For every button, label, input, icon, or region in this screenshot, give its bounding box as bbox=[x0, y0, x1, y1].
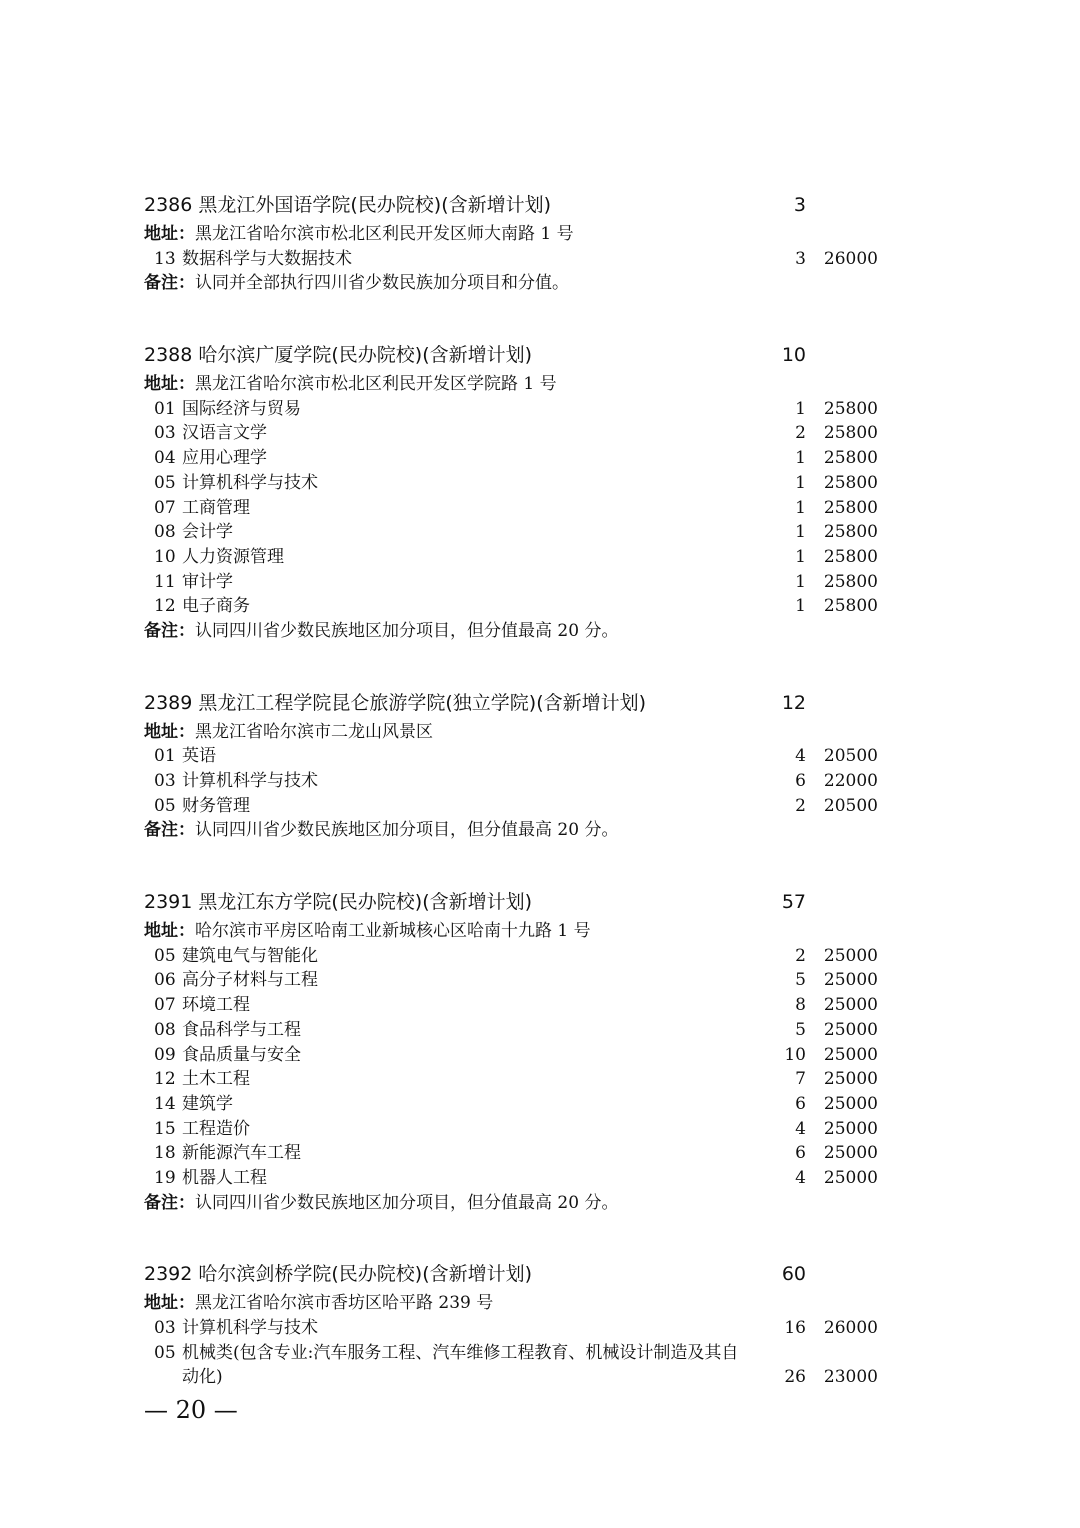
page-number: — 20 — bbox=[144, 1396, 238, 1424]
address-label: 地址： bbox=[144, 921, 195, 942]
major-fee: 25800 bbox=[823, 448, 878, 469]
major-count: 1 bbox=[795, 497, 806, 518]
major-name: 计算机科学与技术 bbox=[182, 472, 318, 493]
school-note bbox=[144, 271, 884, 296]
major-name: 新能源汽车工程 bbox=[182, 1143, 301, 1164]
major-name: 审计学 bbox=[182, 571, 233, 592]
major-code: 12 bbox=[154, 596, 176, 617]
major-count: 1 bbox=[795, 546, 806, 567]
note-text: 认同四川省少数民族地区加分项目，但分值最高 20 分。 bbox=[195, 820, 619, 841]
address-text: 哈尔滨市平房区哈南工业新城核心区哈南十九路 1 号 bbox=[195, 921, 591, 942]
school-name: 2388 哈尔滨广厦学院(民办院校)(含新增计划) bbox=[144, 344, 533, 367]
school-name: 2391 黑龙江东方学院(民办院校)(含新增计划) bbox=[144, 891, 533, 914]
major-row bbox=[144, 397, 884, 422]
address-label: 地址： bbox=[144, 1293, 195, 1314]
major-fee: 25000 bbox=[823, 1143, 878, 1164]
school-name: 2389 黑龙江工程学院昆仑旅游学院(独立学院)(含新增计划) bbox=[144, 691, 647, 714]
major-name: 食品质量与安全 bbox=[182, 1044, 301, 1065]
school-header bbox=[144, 188, 884, 222]
note-label: 备注： bbox=[144, 820, 195, 841]
school-total-count: 10 bbox=[781, 344, 806, 367]
major-count: 10 bbox=[784, 1044, 806, 1065]
major-count: 5 bbox=[795, 1019, 806, 1040]
note-label: 备注： bbox=[144, 620, 195, 641]
major-name: 建筑学 bbox=[182, 1093, 233, 1114]
major-fee: 25800 bbox=[823, 398, 878, 419]
school-name: 2392 哈尔滨剑桥学院(民办院校)(含新增计划) bbox=[144, 1263, 533, 1286]
major-fee: 25000 bbox=[823, 1118, 878, 1139]
major-fee: 25000 bbox=[823, 1167, 878, 1188]
major-row bbox=[144, 968, 884, 993]
school-address bbox=[144, 222, 884, 247]
address-text: 黑龙江省哈尔滨市松北区利民开发区学院路 1 号 bbox=[195, 374, 557, 395]
major-name: 计算机科学与技术 bbox=[182, 1318, 318, 1338]
major-count: 2 bbox=[795, 423, 806, 444]
major-name: 高分子材料与工程 bbox=[182, 970, 318, 991]
major-name: 应用心理学 bbox=[182, 448, 267, 469]
major-name: 机器人工程 bbox=[182, 1167, 267, 1188]
major-fee: 25800 bbox=[823, 497, 878, 518]
major-fee: 25000 bbox=[823, 995, 878, 1016]
school-section bbox=[144, 1257, 884, 1390]
major-code: 03 bbox=[154, 423, 176, 444]
major-code: 18 bbox=[154, 1143, 176, 1164]
note-text: 认同四川省少数民族地区加分项目，但分值最高 20 分。 bbox=[195, 620, 619, 641]
address-text: 黑龙江省哈尔滨市松北区利民开发区师大南路 1 号 bbox=[195, 224, 574, 244]
major-name: 工商管理 bbox=[182, 497, 250, 518]
major-name: 国际经济与贸易 bbox=[182, 398, 301, 419]
major-fee: 25800 bbox=[823, 472, 878, 493]
major-code: 05 bbox=[154, 1342, 176, 1363]
major-name: 计算机科学与技术 bbox=[182, 771, 318, 791]
major-fee: 23000 bbox=[823, 1367, 878, 1388]
major-count: 1 bbox=[795, 522, 806, 543]
school-section bbox=[144, 885, 884, 1215]
major-fee: 25800 bbox=[823, 522, 878, 543]
document-body bbox=[144, 188, 884, 1432]
school-header bbox=[144, 686, 884, 720]
major-code: 11 bbox=[154, 571, 176, 592]
major-fee: 25800 bbox=[823, 571, 878, 592]
major-row bbox=[144, 1316, 884, 1341]
major-fee: 25800 bbox=[823, 423, 878, 444]
major-count: 8 bbox=[795, 995, 806, 1016]
major-row bbox=[144, 1067, 884, 1092]
major-name: 电子商务 bbox=[182, 596, 250, 617]
school-total-count: 57 bbox=[781, 891, 806, 914]
major-name: 建筑电气与智能化 bbox=[182, 945, 318, 966]
major-name: 机械类(包含专业:汽车服务工程、汽车维修工程教育、机械设计制造及其自动化) bbox=[182, 1342, 739, 1388]
major-code: 05 bbox=[154, 945, 176, 966]
school-address bbox=[144, 720, 884, 745]
major-code: 07 bbox=[154, 995, 176, 1016]
major-code: 01 bbox=[154, 398, 176, 419]
major-name: 汉语言文学 bbox=[182, 423, 267, 444]
major-count: 1 bbox=[795, 398, 806, 419]
major-count: 7 bbox=[795, 1069, 806, 1090]
school-total-count: 3 bbox=[793, 194, 806, 216]
major-name: 英语 bbox=[182, 746, 216, 767]
major-code: 04 bbox=[154, 448, 176, 469]
major-name: 土木工程 bbox=[182, 1069, 250, 1090]
major-row bbox=[144, 794, 884, 819]
major-row bbox=[144, 1043, 884, 1068]
major-row bbox=[144, 421, 884, 446]
school-name: 2386 黑龙江外国语学院(民办院校)(含新增计划) bbox=[144, 194, 552, 216]
major-row bbox=[144, 247, 884, 272]
major-row bbox=[144, 446, 884, 471]
major-count: 4 bbox=[795, 1118, 806, 1139]
major-name: 人力资源管理 bbox=[182, 546, 284, 567]
major-name: 工程造价 bbox=[182, 1118, 250, 1139]
major-fee: 26000 bbox=[823, 1318, 878, 1338]
major-fee: 25000 bbox=[823, 1093, 878, 1114]
major-code: 05 bbox=[154, 472, 176, 493]
school-header bbox=[144, 885, 884, 919]
major-code: 10 bbox=[154, 546, 176, 567]
major-row bbox=[144, 594, 884, 619]
major-code: 08 bbox=[154, 522, 176, 543]
major-fee: 25000 bbox=[823, 1069, 878, 1090]
school-address bbox=[144, 919, 884, 944]
major-fee: 20500 bbox=[823, 795, 878, 816]
major-row bbox=[144, 744, 884, 769]
major-count: 26 bbox=[784, 1367, 806, 1388]
address-text: 黑龙江省哈尔滨市二龙山风景区 bbox=[195, 721, 433, 742]
school-note bbox=[144, 1191, 884, 1216]
school-address bbox=[144, 372, 884, 397]
major-row bbox=[144, 1166, 884, 1191]
major-code: 14 bbox=[154, 1093, 176, 1114]
major-count: 1 bbox=[795, 448, 806, 469]
major-count: 2 bbox=[795, 945, 806, 966]
school-note bbox=[144, 619, 884, 644]
note-text: 认同并全部执行四川省少数民族加分项目和分值。 bbox=[195, 273, 569, 294]
major-row bbox=[144, 1341, 884, 1390]
note-label: 备注： bbox=[144, 273, 195, 294]
major-row bbox=[144, 545, 884, 570]
major-fee: 25800 bbox=[823, 596, 878, 617]
major-code: 01 bbox=[154, 746, 176, 767]
major-fee: 22000 bbox=[823, 771, 878, 791]
school-section bbox=[144, 338, 884, 644]
major-fee: 20500 bbox=[823, 746, 878, 767]
school-note bbox=[144, 818, 884, 843]
address-label: 地址： bbox=[144, 374, 195, 395]
major-fee: 25000 bbox=[823, 945, 878, 966]
major-count: 1 bbox=[795, 571, 806, 592]
major-row bbox=[144, 769, 884, 794]
major-name: 会计学 bbox=[182, 522, 233, 543]
major-row bbox=[144, 496, 884, 521]
school-total-count: 60 bbox=[781, 1263, 806, 1286]
note-label: 备注： bbox=[144, 1192, 195, 1213]
major-code: 03 bbox=[154, 771, 176, 791]
major-fee: 25000 bbox=[823, 1019, 878, 1040]
major-name: 数据科学与大数据技术 bbox=[182, 248, 352, 269]
major-row bbox=[144, 1117, 884, 1142]
major-count: 1 bbox=[795, 472, 806, 493]
major-name: 财务管理 bbox=[182, 795, 250, 816]
major-count: 4 bbox=[795, 1167, 806, 1188]
major-row bbox=[144, 944, 884, 969]
school-section bbox=[144, 188, 884, 296]
school-header bbox=[144, 1257, 884, 1291]
major-row bbox=[144, 1018, 884, 1043]
school-total-count: 12 bbox=[781, 691, 806, 714]
major-count: 2 bbox=[795, 795, 806, 816]
major-count: 6 bbox=[795, 771, 806, 791]
major-row bbox=[144, 993, 884, 1018]
major-code: 07 bbox=[154, 497, 176, 518]
address-text: 黑龙江省哈尔滨市香坊区哈平路 239 号 bbox=[195, 1293, 494, 1314]
major-count: 6 bbox=[795, 1143, 806, 1164]
major-code: 06 bbox=[154, 970, 176, 991]
note-text: 认同四川省少数民族地区加分项目，但分值最高 20 分。 bbox=[195, 1192, 619, 1213]
major-code: 03 bbox=[154, 1318, 176, 1338]
major-code: 08 bbox=[154, 1019, 176, 1040]
major-code: 05 bbox=[154, 795, 176, 816]
major-code: 09 bbox=[154, 1044, 176, 1065]
school-header bbox=[144, 338, 884, 372]
major-row bbox=[144, 1092, 884, 1117]
major-code: 15 bbox=[154, 1118, 176, 1139]
major-count: 1 bbox=[795, 596, 806, 617]
school-address bbox=[144, 1291, 884, 1316]
major-code: 19 bbox=[154, 1167, 176, 1188]
major-name: 食品科学与工程 bbox=[182, 1019, 301, 1040]
major-code: 12 bbox=[154, 1069, 176, 1090]
major-row bbox=[144, 471, 884, 496]
major-count: 4 bbox=[795, 746, 806, 767]
major-fee: 26000 bbox=[823, 248, 878, 269]
address-label: 地址： bbox=[144, 224, 195, 244]
major-name: 环境工程 bbox=[182, 995, 250, 1016]
major-fee: 25000 bbox=[823, 1044, 878, 1065]
major-row bbox=[144, 520, 884, 545]
major-row bbox=[144, 570, 884, 595]
major-count: 3 bbox=[795, 248, 806, 269]
major-count: 16 bbox=[784, 1318, 806, 1338]
major-count: 5 bbox=[795, 970, 806, 991]
major-row bbox=[144, 1141, 884, 1166]
major-fee: 25800 bbox=[823, 546, 878, 567]
school-section bbox=[144, 686, 884, 843]
major-fee: 25000 bbox=[823, 970, 878, 991]
address-label: 地址： bbox=[144, 721, 195, 742]
major-count: 6 bbox=[795, 1093, 806, 1114]
major-code: 13 bbox=[154, 248, 176, 269]
